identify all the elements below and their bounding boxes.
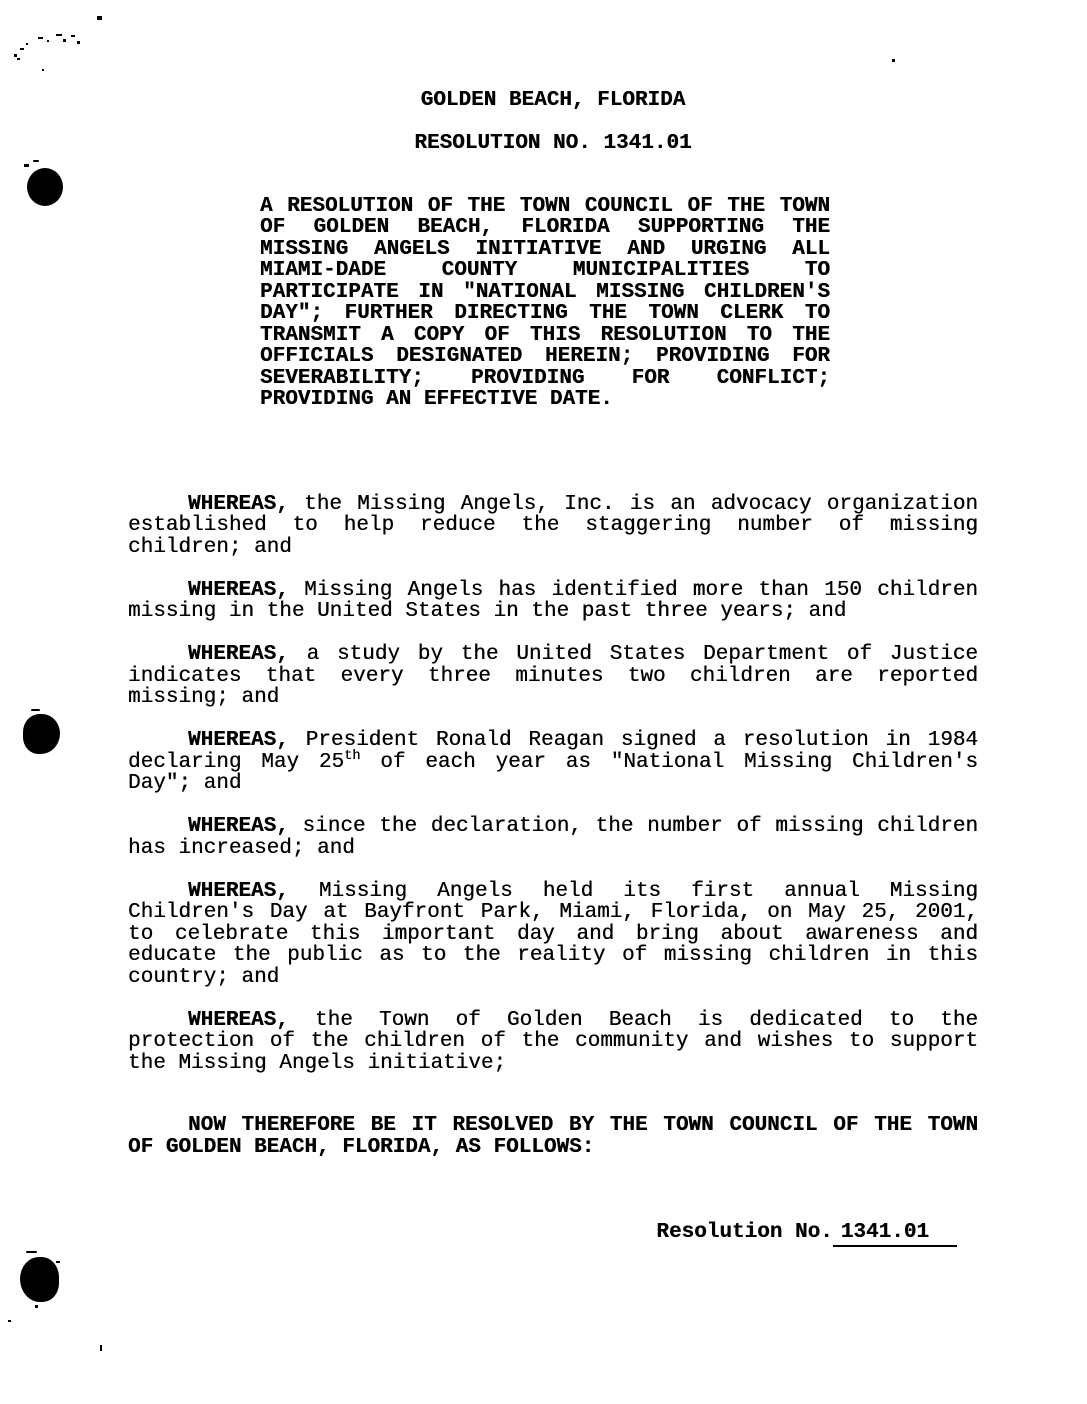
scan-speckle: [56, 1261, 60, 1263]
resolution-heading: RESOLUTION NO. 1341.01: [414, 132, 692, 155]
ordinal-superscript: th: [344, 748, 361, 764]
paragraph-text: the Town of Golden Beach is dedicated to the protection of the children of the community and wishes to support the Missing Angels initiative;: [128, 1008, 978, 1075]
whereas-lead: WHEREAS,: [188, 492, 289, 516]
whereas-lead: WHEREAS,: [188, 578, 289, 602]
paragraph-text: Missing Angels held its first annual Missing Children's Day at Bayfront Park, Miami, Florida, on May 25, 2001, to celebrate this important day and bring about awareness and educate the public as to the reality of missing children in this country; and: [128, 879, 978, 989]
whereas-paragraph: [128, 881, 978, 989]
whereas-lead: WHEREAS,: [188, 729, 289, 752]
whereas-paragraph: [128, 644, 978, 709]
whereas-paragraph: [128, 1010, 978, 1075]
scan-speckle: [8, 1320, 11, 1322]
resolved-clause: NOW THEREFORE BE IT RESOLVED BY THE TOWN COUNCIL OF THE TOWN OF GOLDEN BEACH, FLORIDA, AS FOLLOWS:: [128, 1114, 978, 1159]
scan-speckle: [26, 1251, 37, 1253]
whereas-lead: WHEREAS,: [188, 815, 289, 838]
paragraph-text: since the declaration, the number of missing children has increased; and: [128, 815, 978, 860]
scan-speckle: [100, 1345, 102, 1351]
whereas-lead: WHEREAS,: [188, 643, 289, 666]
paragraph-text: Missing Angels has identified more than 150 children missing in the United States in the past three years; and: [128, 578, 978, 623]
scan-speckle: [35, 1305, 38, 1308]
resolution-no-label: Resolution No.: [656, 1221, 833, 1244]
whereas-paragraph: [128, 730, 978, 795]
whereas-lead: WHEREAS,: [188, 879, 289, 903]
resolution-no-value: 1341.01: [833, 1222, 957, 1247]
town-title: GOLDEN BEACH, FLORIDA: [420, 89, 686, 112]
punch-hole-mark: [20, 1257, 59, 1302]
document-header: [128, 90, 978, 155]
paragraph-text: a study by the United States Department of Justice indicates that every three minutes two children are reported missing; and: [128, 643, 978, 709]
whereas-lead: WHEREAS,: [188, 1008, 289, 1032]
resolution-number-line: [128, 1222, 978, 1247]
resolution-summary-block: A RESOLUTION OF THE TOWN COUNCIL OF THE TOWN OF GOLDEN BEACH, FLORIDA SUPPORTING THE MISSING ANGELS INITIATIVE AND URGING ALL MIAMI-DADE COUNTY MUNICIPALITIES TO PARTICIPATE IN "NATIONAL MISSING CHILDREN'S DAY"; FURTHER DIRECTING THE TOWN CLERK TO TRANSMIT A COPY OF THIS RESOLUTION TO THE OFFICIALS DESIGNATED HEREIN; PROVIDING FOR SEVERABILITY; PROVIDING FOR CONFLICT; PROVIDING AN EFFECTIVE DATE.: [260, 194, 830, 411]
whereas-paragraph: [128, 580, 978, 623]
paragraph-text: the Missing Angels, Inc. is an advocacy organization established to help reduce the staggering number of missing children; and: [128, 492, 978, 559]
paragraph-text: President Ronald Reagan signed a resolution in 1984 declaring May 25: [128, 729, 978, 774]
paragraph-text: of each year as "National Missing Children's Day"; and: [128, 750, 979, 795]
whereas-paragraph: [128, 494, 978, 559]
whereas-paragraph: [128, 816, 978, 859]
